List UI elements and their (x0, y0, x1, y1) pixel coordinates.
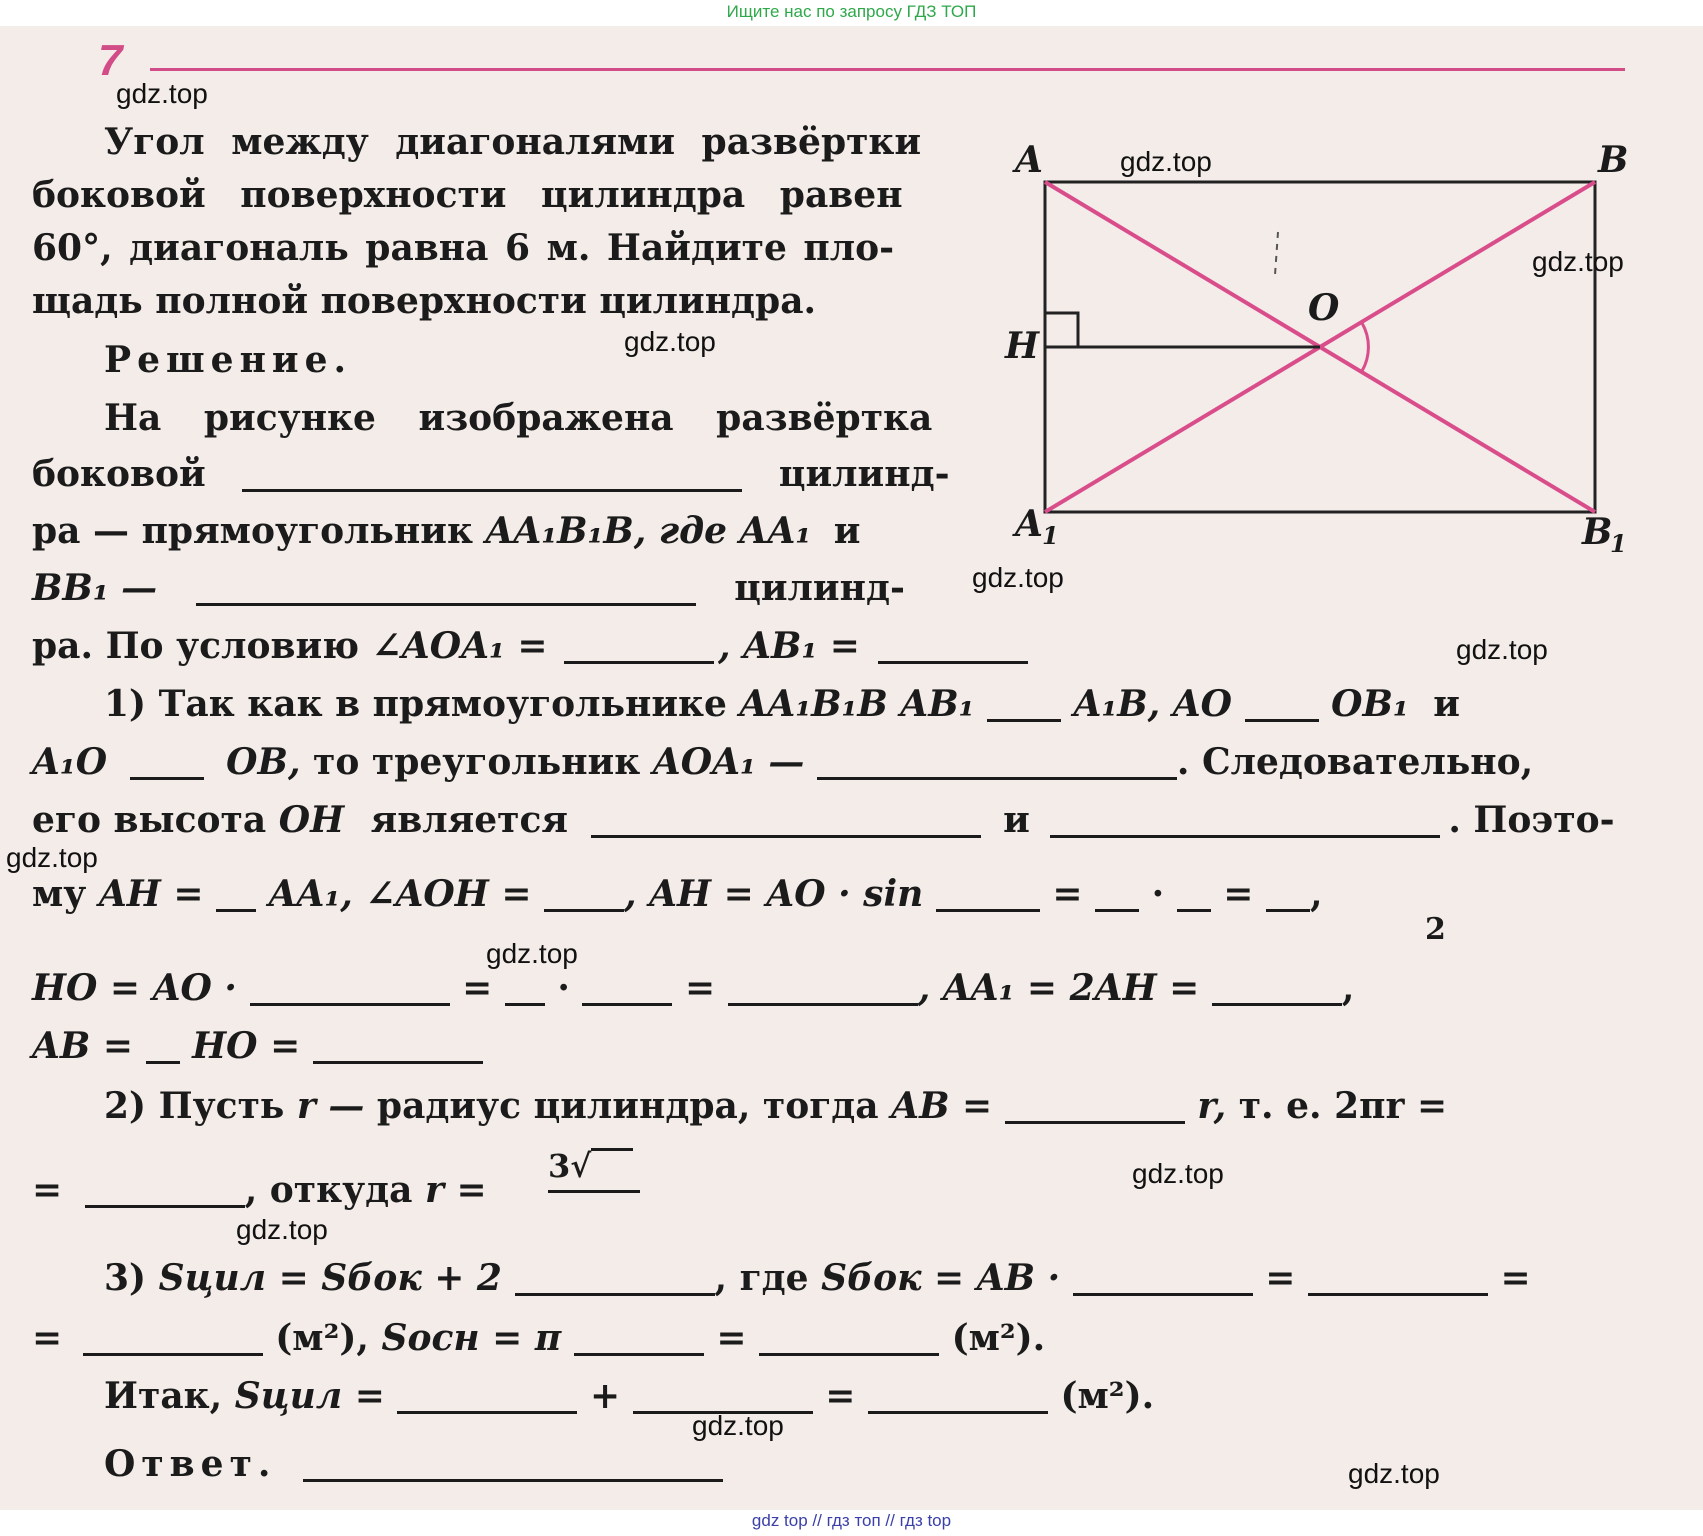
blank-field[interactable] (574, 1319, 704, 1356)
step1-line-2: A₁O OB, то треугольник AOA₁ — . Следовательно, (32, 741, 1534, 783)
watermark: gdz.top (1120, 146, 1212, 177)
blank-field[interactable] (564, 627, 714, 664)
watermark: gdz.top (1456, 634, 1548, 665)
step3-line-1: 3) Sцил = Sбок + 2 , где Sбок = AB · = = (104, 1257, 1531, 1299)
blank-field[interactable] (1095, 875, 1139, 912)
solution-heading: Решение. (104, 339, 353, 381)
step3-line-2: = (м²), Sосн = π = (м²). (32, 1317, 1046, 1359)
watermark: gdz.top (116, 78, 208, 109)
root-radicand[interactable] (591, 1148, 633, 1155)
watermark: gdz.top (486, 938, 578, 969)
blank-field[interactable] (1073, 1259, 1253, 1296)
blank-field[interactable] (1266, 875, 1310, 912)
step3-line-3: Итак, Sцил = + = (м²). (104, 1375, 1155, 1417)
blank-field[interactable] (591, 801, 981, 838)
answer-field[interactable] (303, 1445, 723, 1482)
blank-field[interactable] (1050, 801, 1440, 838)
blank-field[interactable] (1177, 875, 1211, 912)
fraction-denominator: 2 (1425, 912, 1446, 947)
blank-field[interactable] (515, 1259, 715, 1296)
watermark: gdz.top (1532, 246, 1624, 277)
label-H: H (1005, 325, 1040, 367)
watermark: gdz.top (692, 1410, 784, 1441)
solution-line-4: BB₁ — цилинд- (32, 567, 905, 609)
step1-line-5: HO = AO · = · = , AA₁ = 2AH = , (32, 967, 1355, 1009)
label-A: A (1015, 140, 1043, 181)
blank-field[interactable] (313, 1027, 483, 1064)
step2-line-2: = , откуда r = (32, 1169, 487, 1211)
blank-field[interactable] (196, 569, 696, 606)
task-number: 7 (98, 36, 123, 85)
label-A1-subscript: 1 (1042, 521, 1059, 550)
blank-field[interactable] (505, 969, 545, 1006)
problem-line-1: Угол между диагоналями развёртки (104, 121, 922, 163)
step1-line-3: его высота OH является и . Поэто- (32, 799, 1615, 841)
fraction-bar (548, 1190, 640, 1193)
watermark: gdz.top (236, 1214, 328, 1245)
step2-line-1: 2) Пусть r — радиус цилиндра, тогда AB = r, т. е. 2πr = (104, 1085, 1448, 1127)
blank-field[interactable] (728, 969, 918, 1006)
label-B1: B (1582, 511, 1613, 553)
blank-field[interactable] (987, 685, 1061, 722)
blank-field[interactable] (130, 743, 204, 780)
answer-line: Ответ. (104, 1442, 723, 1486)
label-B: B (1598, 140, 1629, 181)
blank-field[interactable] (242, 455, 742, 492)
blank-field[interactable] (146, 1027, 180, 1064)
blank-field[interactable] (759, 1319, 939, 1356)
blank-field[interactable] (817, 743, 1177, 780)
step1-line-1: 1) Так как в прямоугольнике AA₁B₁B AB₁ A₁B, AO OB₁ и (104, 683, 1460, 725)
blank-field[interactable] (1212, 969, 1342, 1006)
watermark: gdz.top (624, 326, 716, 357)
blank-field[interactable] (544, 875, 624, 912)
problem-line-4: щадь полной поверхности цилиндра. (32, 280, 817, 322)
blank-field[interactable] (85, 1171, 245, 1208)
step1-line-4: му AH = AA₁, ∠AOH = , AH = AO · sin = · = , (32, 873, 1323, 915)
problem-line-2: боковой поверхности цилиндра равен (32, 174, 903, 216)
header-rule (150, 68, 1625, 71)
watermark: gdz.top (1132, 1158, 1224, 1189)
solution-line-3: ра — прямоугольник AA₁B₁B, где AA₁ и (32, 510, 861, 552)
label-A1: A (1015, 503, 1043, 545)
blank-field[interactable] (868, 1377, 1048, 1414)
blank-field[interactable] (633, 1377, 813, 1414)
watermark: gdz.top (6, 842, 98, 873)
solution-line-5: ра. По условию ∠AOA₁ = , AB₁ = (32, 624, 1028, 668)
blank-field[interactable] (216, 875, 256, 912)
blank-field[interactable] (83, 1319, 263, 1356)
angle-arc (1362, 323, 1368, 371)
solution-line-2: боковой цилинд- (32, 453, 950, 495)
fold-mark (1275, 232, 1278, 275)
bottom-links[interactable]: gdz top // гдз топ // гдз top (751, 1511, 952, 1530)
blank-field[interactable] (878, 627, 1028, 664)
watermark: gdz.top (1348, 1458, 1440, 1489)
blank-field[interactable] (1308, 1259, 1488, 1296)
blank-field[interactable] (250, 969, 450, 1006)
top-notice: Ищите нас по запросу ГДЗ ТОП (726, 2, 977, 21)
label-B1-subscript: 1 (1610, 529, 1627, 558)
label-O: O (1308, 287, 1340, 329)
problem-line-3: 60°, диагональ равна 6 м. Найдите пло- (32, 227, 895, 269)
blank-field[interactable] (582, 969, 672, 1006)
blank-field[interactable] (397, 1377, 577, 1414)
blank-field[interactable] (1245, 685, 1319, 722)
step1-line-6: AB = HO = (32, 1024, 483, 1068)
solution-line-1: На рисунке изображена развёртка (104, 397, 933, 439)
cube-root: 3√ (548, 1144, 633, 1188)
blank-field[interactable] (936, 875, 1040, 912)
right-angle-mark (1045, 313, 1078, 347)
blank-field[interactable] (1005, 1087, 1185, 1124)
development-figure (1000, 140, 1640, 560)
watermark: gdz.top (972, 562, 1064, 593)
